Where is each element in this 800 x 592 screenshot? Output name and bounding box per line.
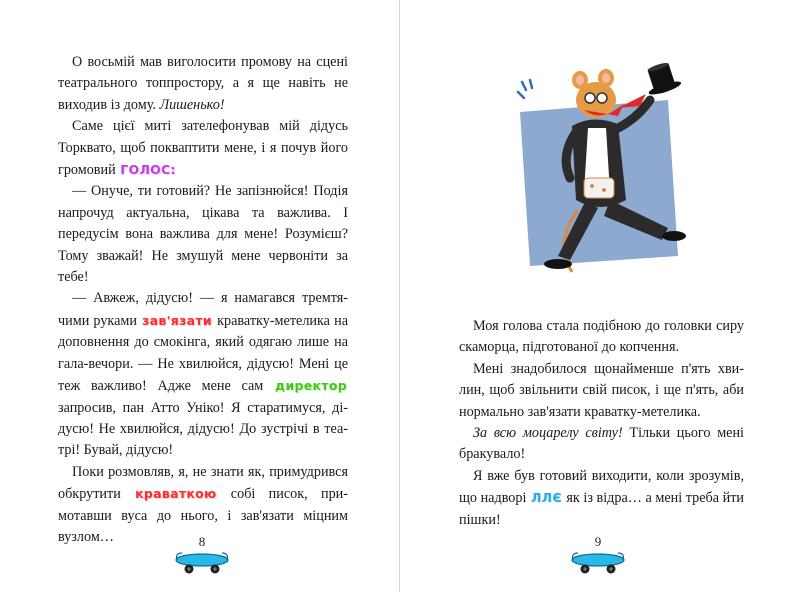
text-run: — Авжеж, дідусю! — я намагався тремтячими руками xyxy=(58,290,348,329)
left-folio xyxy=(172,534,232,578)
paragraph xyxy=(459,423,744,466)
paragraph xyxy=(459,359,744,423)
italic-text: За всю моцарелу світу! xyxy=(473,425,623,442)
text-run: Моя голова стала подібною до головки сиру скаморца, підготованої до копчення. xyxy=(459,318,744,356)
text-run: запросив, пан Атто Уніко! Я старатимуся, дідусю! Не хвилюйся, дідусю! До зустрічі в театрі! Бувай, дідусю! xyxy=(58,399,348,459)
sound-effect-word: ЛЛЄ xyxy=(531,490,562,506)
paragraph xyxy=(459,316,744,359)
italic-text: Лишенько! xyxy=(159,96,225,113)
paragraph xyxy=(58,181,348,288)
right-page-text xyxy=(459,316,744,531)
text-run: собі писок, примотавши вуса до нього, і зав'язати міцним вузлом… xyxy=(58,486,348,545)
sound-effect-word: ГОЛОС: xyxy=(120,162,176,178)
paragraph xyxy=(58,116,348,181)
page-number: 8 xyxy=(198,534,206,549)
paragraph xyxy=(58,52,348,116)
text-run: Тільки цього мені бракувало! xyxy=(459,425,744,463)
text-run: Саме цієї миті зателефонував мій дідусь Торквато, щоб покваптити мене, і я почув його громовий xyxy=(58,118,348,179)
text-run: Мені знадобилося щонайменше п'ять хвилин, щоб звільнити свій писок, і ще п'ять, аби нормально зав'язати краватку-метелика. xyxy=(459,360,744,420)
text-run: — Онуче, ти готовий? Не запізнюйся! Подія напрочуд актуальна, цікава та важлива. І передусім вона важлива для мене! Розумієш? Тому зважай! Не змушуй мене червоніти за тебе! xyxy=(58,183,348,286)
text-run: Я вже був готовий виходити, коли зрозумів, що надворі xyxy=(459,467,744,507)
text-run: як із відра… а мені треба йти пішки! xyxy=(459,490,744,528)
text-run: краватку-метелика на доповнення до смокінга, який одягаю лише на гала-вечори. — Не хвилюйся, дідусю! Мені це теж важливо! Адже мене сам xyxy=(58,312,348,395)
right-folio xyxy=(568,534,628,578)
mouse-in-tuxedo-illustration xyxy=(500,60,700,292)
sound-effect-word: краваткою xyxy=(135,486,217,502)
text-run: О восьмій мав виголосити промову на сцені театрального топпростору, а я ще навіть не виходив із дому. xyxy=(58,54,348,113)
page-number: 9 xyxy=(594,534,602,549)
text-run: Поки розмовляв, я, не знати як, примудрився обкрутити xyxy=(58,463,348,503)
sound-effect-word: зав'язати xyxy=(142,312,212,328)
paragraph xyxy=(58,288,348,461)
left-page-text xyxy=(58,52,348,548)
right-page xyxy=(400,0,799,592)
paragraph xyxy=(459,466,744,531)
sound-effect-word: директор xyxy=(275,378,347,394)
